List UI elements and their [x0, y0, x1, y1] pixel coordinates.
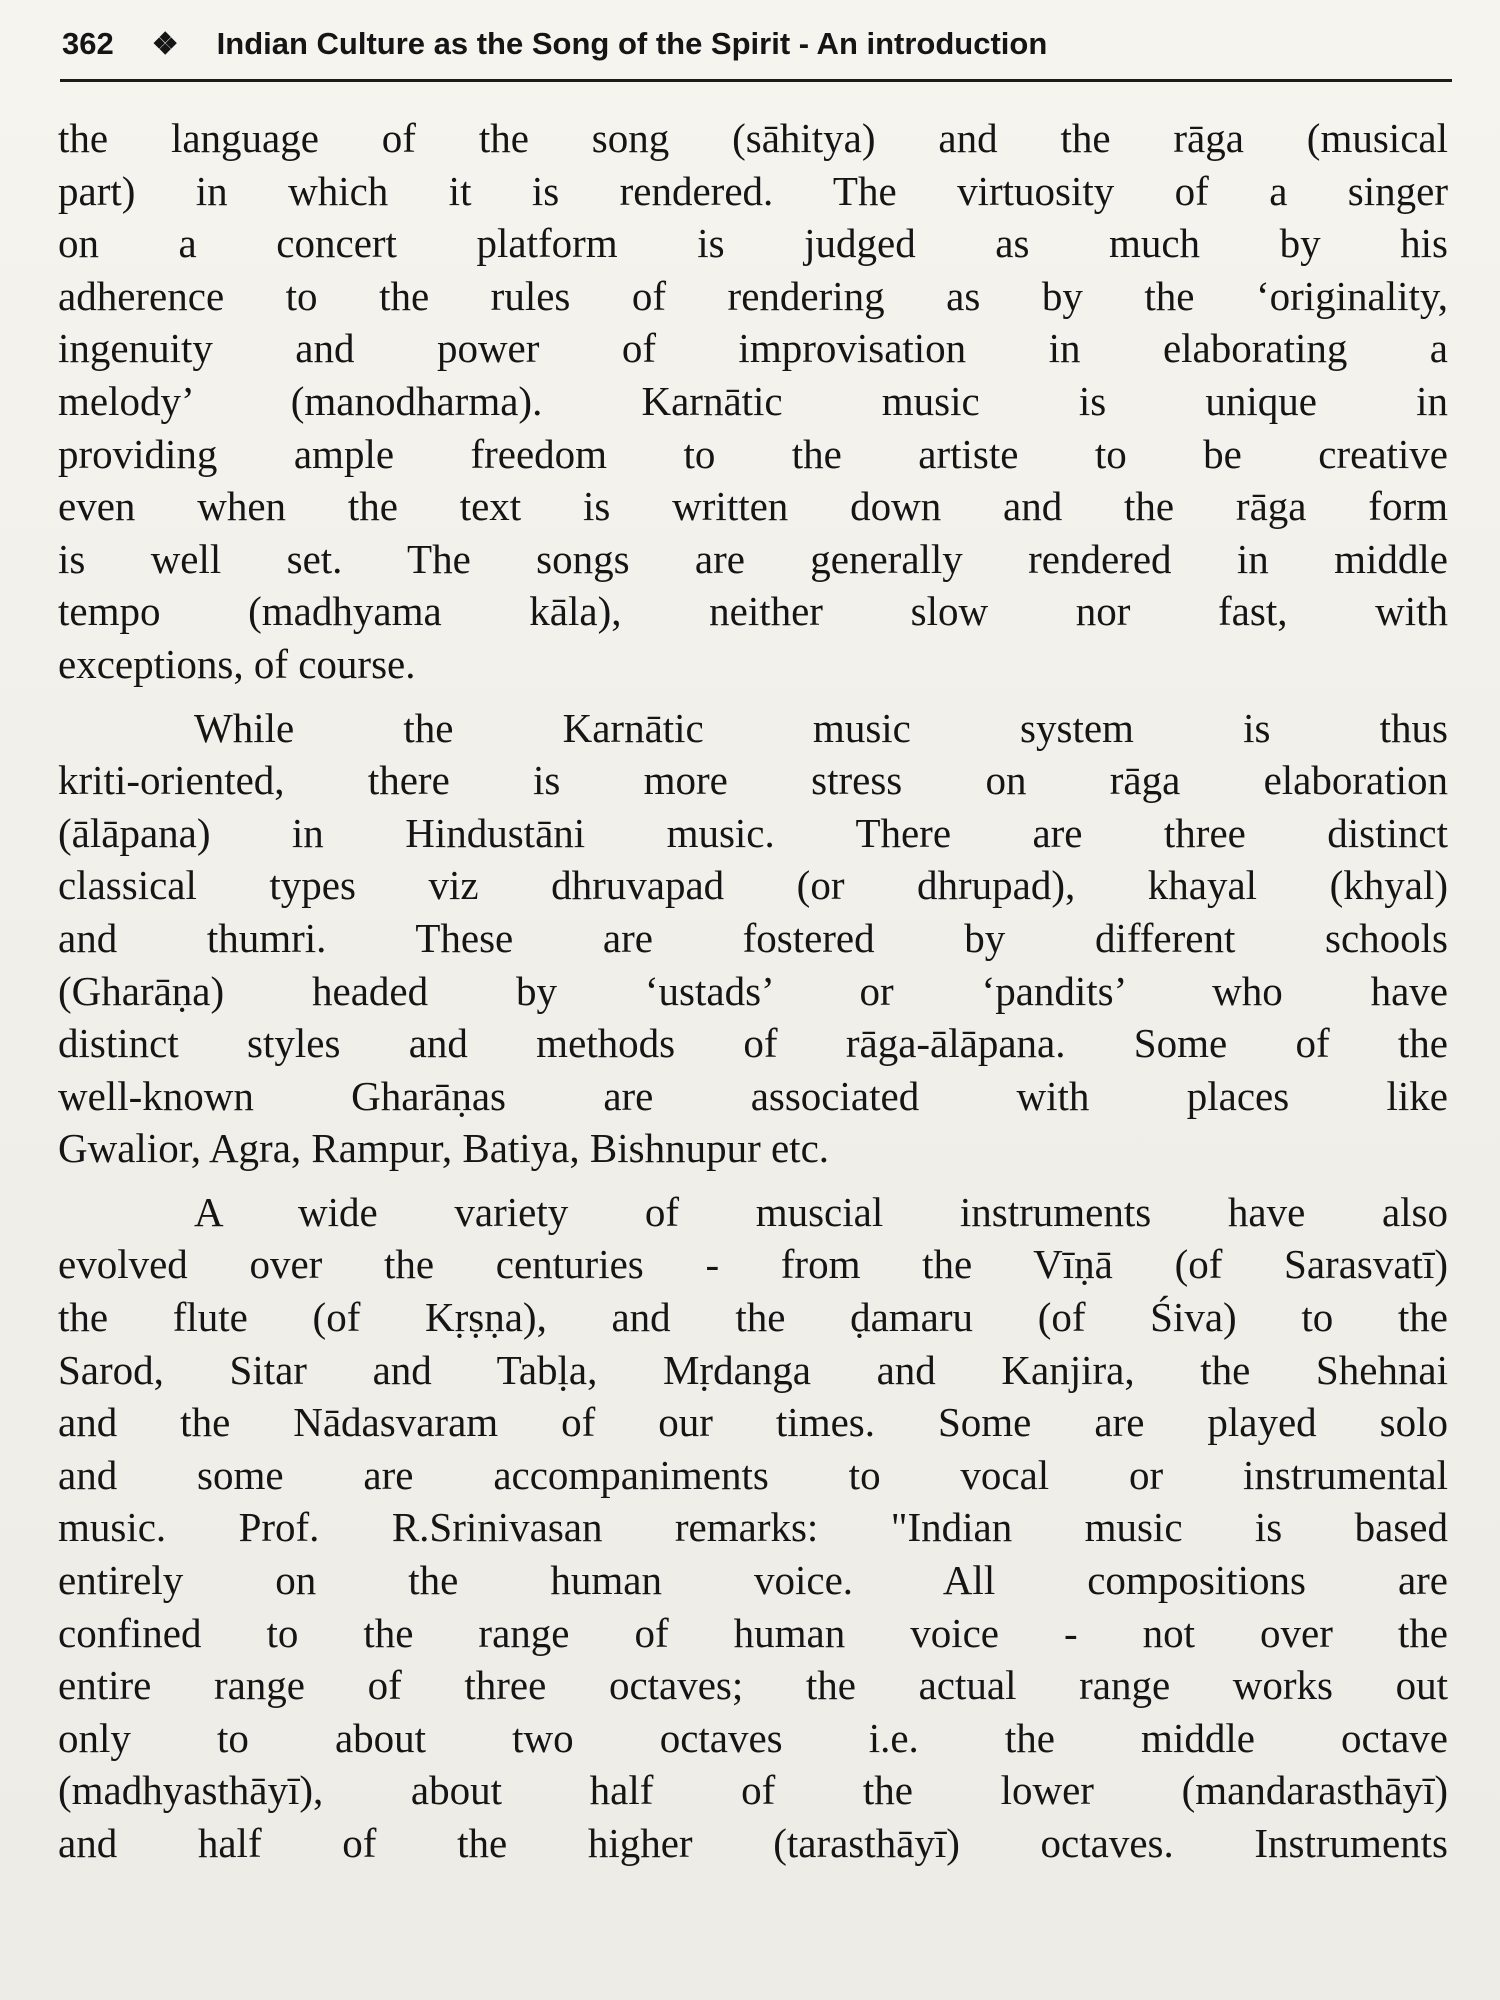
text-line: ingenuity and power of improvisation in elaborating a	[58, 325, 1448, 372]
text-line: entirely on the human voice. All compositions are	[58, 1557, 1448, 1604]
text-line: and some are accompaniments to vocal or instrumental	[58, 1451, 1448, 1498]
text-line: (ālāpana) in Hindustāni music. There are three distinct	[58, 809, 1448, 856]
text-line: music. Prof. R.Srinivasan remarks: "Indian music is based	[58, 1504, 1448, 1551]
text-line: only to about two octaves i.e. the middle octave	[58, 1714, 1448, 1761]
text-line: While the Karnātic music system is thus	[194, 704, 1448, 751]
header-rule	[60, 79, 1452, 82]
page-number: 362	[62, 26, 114, 61]
text-line: Gwalior, Agra, Rampur, Batiya, Bishnupur etc.	[58, 1125, 830, 1172]
text-line: classical types viz dhruvapad (or dhrupad), khayal (khyal)	[58, 862, 1448, 909]
running-header	[62, 18, 1452, 70]
text-line: is well set. The songs are generally rendered in middle	[58, 535, 1448, 582]
text-line: the flute (of Kṛṣṇa), and the ḍamaru (of Śiva) to the	[58, 1294, 1448, 1341]
running-title: Indian Culture as the Song of the Spirit - An introduction	[216, 26, 1048, 61]
text-line: the language of the song (sāhitya) and the rāga (musical	[58, 115, 1448, 161]
text-line: confined to the range of human voice - not over the	[58, 1609, 1448, 1656]
text-line: and thumri. These are fostered by different schools	[58, 914, 1448, 961]
text-line: Sarod, Sitar and Tabḷa, Mṛdanga and Kanjira, the Shehnai	[58, 1346, 1448, 1393]
text-line: and half of the higher (tarasthāyī) octaves. Instruments	[58, 1820, 1448, 1866]
paragraph-2	[58, 702, 1448, 1175]
paragraph-1	[58, 112, 1448, 691]
text-line: adherence to the rules of rendering as by the ‘originality,	[58, 272, 1448, 319]
diamond-ornament-icon: ❖	[151, 27, 179, 61]
text-line: A wide variety of muscial instruments have also	[194, 1188, 1448, 1235]
text-line: even when the text is written down and the rāga form	[58, 483, 1448, 530]
text-line: entire range of three octaves; the actual range works out	[58, 1662, 1448, 1709]
text-line: exceptions, of course.	[58, 640, 416, 687]
text-line: melody’ (manodharma). Karnātic music is unique in	[58, 377, 1448, 424]
text-line: kriti-oriented, there is more stress on rāga elaboration	[58, 757, 1448, 804]
text-line: distinct styles and methods of rāga-ālāpana. Some of the	[58, 1020, 1448, 1067]
text-line: providing ample freedom to the artiste to be creative	[58, 430, 1448, 477]
text-line: on a concert platform is judged as much by his	[58, 220, 1448, 267]
text-line: tempo (madhyama kāla), neither slow nor fast, with	[58, 588, 1448, 635]
body-text	[58, 112, 1448, 1870]
text-line: (Gharāṇa) headed by ‘ustads’ or ‘pandits’ who have	[58, 967, 1448, 1014]
text-line: evolved over the centuries - from the Vīṇā (of Sarasvatī)	[58, 1241, 1448, 1288]
paragraph-3	[58, 1186, 1448, 1870]
text-line: part) in which it is rendered. The virtuosity of a singer	[58, 167, 1448, 214]
text-line: (madhyasthāyī), about half of the lower (mandarasthāyī)	[58, 1767, 1448, 1814]
text-line: and the Nādasvaram of our times. Some are played solo	[58, 1399, 1448, 1446]
text-line: well-known Gharāṇas are associated with places like	[58, 1072, 1448, 1119]
